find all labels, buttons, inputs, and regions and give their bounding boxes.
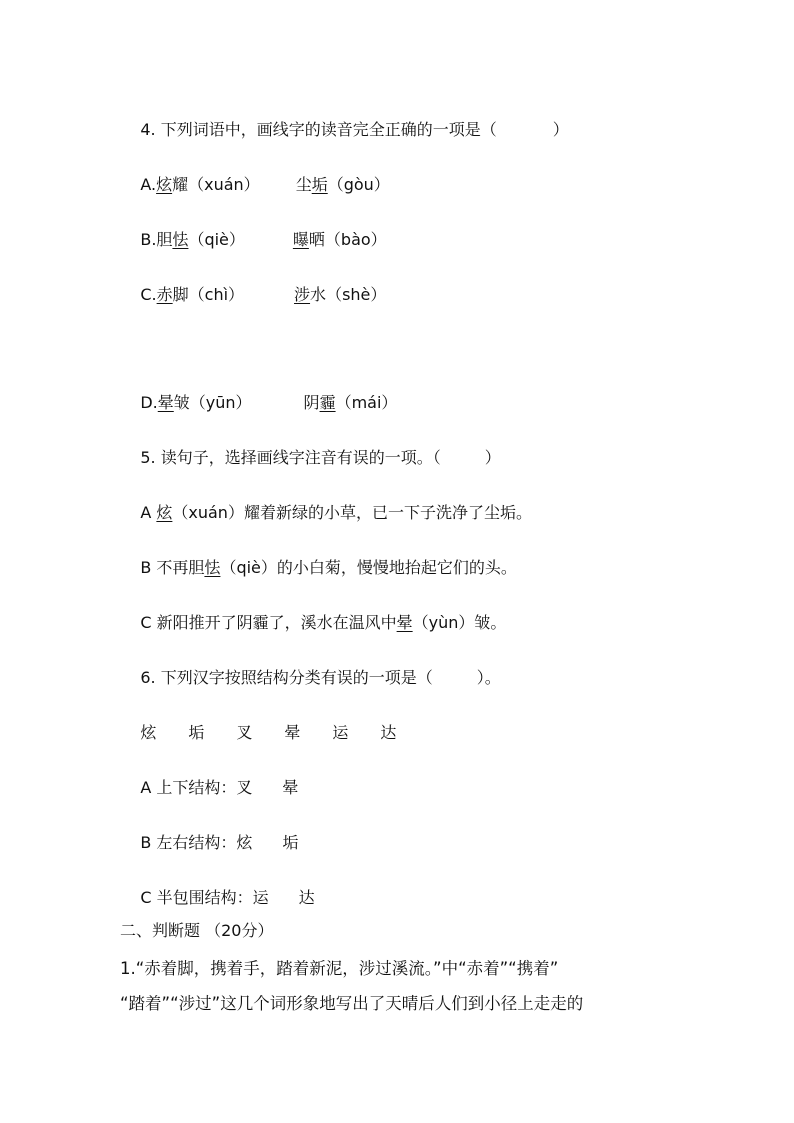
pinyin: （mái） <box>335 393 398 412</box>
char-item: 运 <box>332 723 349 742</box>
pinyin: （yūn） <box>189 393 252 412</box>
underlined-char: 涉 <box>294 285 311 304</box>
q4-stem-text: 4. 下列词语中，画线字的读音完全正确的一项是（ <box>140 120 497 139</box>
word-char: 胆 <box>156 230 173 249</box>
q5-stem-close: ） <box>484 448 501 467</box>
pinyin: （gòu） <box>327 175 390 194</box>
char-item: 达 <box>380 723 397 742</box>
underlined-char: 炫 <box>156 503 173 522</box>
pinyin: （xuán） <box>188 175 260 194</box>
judge-q1-line1: 1.“赤着脚，携着手，踏着新泥，涉过溪流。”中“赤着”“携着” <box>120 959 559 978</box>
option-text: （xuán）耀着新绿的小草，已一下子洗净了尘垢。 <box>172 503 532 522</box>
word-char: 脚 <box>172 285 189 304</box>
option-text: （yùn）皱。 <box>412 613 507 632</box>
word-char: 阴 <box>303 393 320 412</box>
word-char: 尘 <box>295 175 312 194</box>
q6-stem-text: 6. 下列汉字按照结构分类有误的一项是（ <box>140 668 433 687</box>
option-letter: B. <box>140 230 157 249</box>
underlined-char: 晕 <box>396 613 413 632</box>
word-char: 水 <box>310 285 327 304</box>
char-item: 叉 <box>236 723 253 742</box>
underlined-char: 霾 <box>319 393 336 412</box>
char-item: 叉 <box>236 778 253 797</box>
char-item: 炫 <box>236 833 253 852</box>
word-char: 晒 <box>308 230 325 249</box>
option-letter: C. <box>140 285 157 304</box>
pinyin: （qiè） <box>188 230 245 249</box>
underlined-char: 赤 <box>156 285 173 304</box>
q6-stem-close: ）。 <box>476 668 501 687</box>
pinyin: （chì） <box>188 285 245 304</box>
char-item: 达 <box>298 888 315 907</box>
q4-option-c <box>120 262 386 328</box>
pinyin: （shè） <box>326 285 387 304</box>
underlined-char: 曝 <box>292 230 309 249</box>
word-char: 皱 <box>173 393 190 412</box>
option-label: C 半包围结构： <box>140 888 253 907</box>
underlined-char: 晕 <box>157 393 174 412</box>
underlined-char: 怯 <box>172 230 189 249</box>
underlined-char: 怯 <box>204 558 221 577</box>
option-label: B 左右结构： <box>140 833 237 852</box>
q4-stem-close: ） <box>552 120 569 139</box>
underlined-char: 炫 <box>156 175 173 194</box>
pinyin: （bào） <box>324 230 387 249</box>
char-item: 晕 <box>282 778 299 797</box>
option-letter: D. <box>140 393 158 412</box>
option-text: C 新阳推开了阴霾了，溪水在温风中 <box>140 613 397 632</box>
q5-stem-text: 5. 读句子，选择画线字注音有误的一项。（ <box>140 448 441 467</box>
underlined-char: 垢 <box>311 175 328 194</box>
option-text: A <box>140 503 157 522</box>
option-text: B 不再胆 <box>140 558 205 577</box>
char-item: 炫 <box>140 723 157 742</box>
option-label: A 上下结构： <box>140 778 237 797</box>
char-item: 晕 <box>284 723 301 742</box>
char-item: 运 <box>252 888 269 907</box>
word-char: 耀 <box>172 175 189 194</box>
option-text: （qiè）的小白菊，慢慢地抬起它们的头。 <box>220 558 517 577</box>
char-item: 垢 <box>282 833 299 852</box>
section-heading: 二、判断题 （20分） <box>120 921 274 940</box>
judge-q1-line2: “踏着”“涉过”这几个词形象地写出了天晴后人们到小径上走走的 <box>120 994 584 1013</box>
option-letter: A. <box>140 175 157 194</box>
char-item: 垢 <box>188 723 205 742</box>
